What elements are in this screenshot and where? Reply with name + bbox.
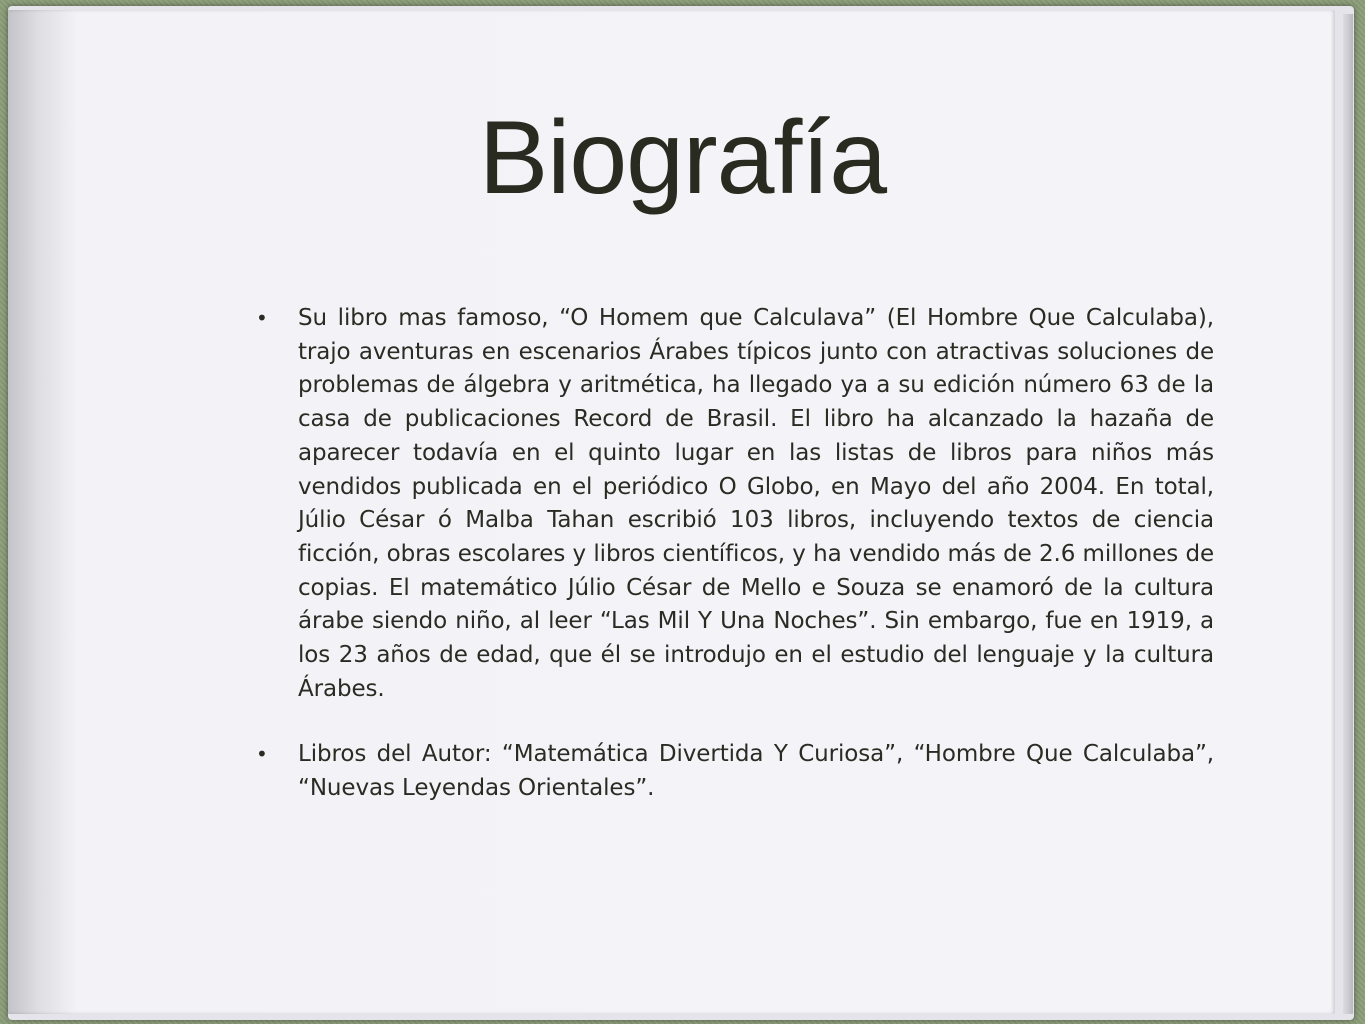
bullet-text: Libros del Autor: “Matemática Divertida Y Curiosa”, “Hombre Que Calculaba”, “Nuevas Leyendas Orientales”. bbox=[298, 741, 1214, 802]
slide-title: Biografía bbox=[478, 100, 887, 216]
bullet-item bbox=[256, 302, 1214, 706]
bullet-icon: • bbox=[256, 306, 268, 330]
bullet-list bbox=[256, 302, 1214, 806]
bullet-text: Su libro mas famoso, “O Homem que Calculava” (El Hombre Que Calculaba), trajo aventuras en escenarios Árabes típicos junto con atractivas soluciones de problemas de álgebra y aritmética, ha llegado ya a su edición número 63 de la casa de publicaciones Record de Brasil. El libro ha alcanzado la hazaña de aparecer todavía en el quinto lugar en las listas de libros para niños más vendidos publicada en el periódico O Globo, en Mayo del año 2004. En total, Júlio César ó Malba Tahan escribió 103 libros, incluyendo textos de ciencia ficción, obras escolares y libros científicos, y ha vendido más de 2.6 millones de copias. El matemático Júlio César de Mello e Souza se enamoró de la cultura árabe siendo niño, al leer “Las Mil Y Una Noches”. Sin embargo, fue en 1919, a los 23 años de edad, que él se introdujo en el estudio del lenguaje y la cultura Árabes. bbox=[298, 305, 1214, 702]
bullet-item bbox=[256, 738, 1214, 805]
bullet-icon: • bbox=[256, 742, 268, 767]
